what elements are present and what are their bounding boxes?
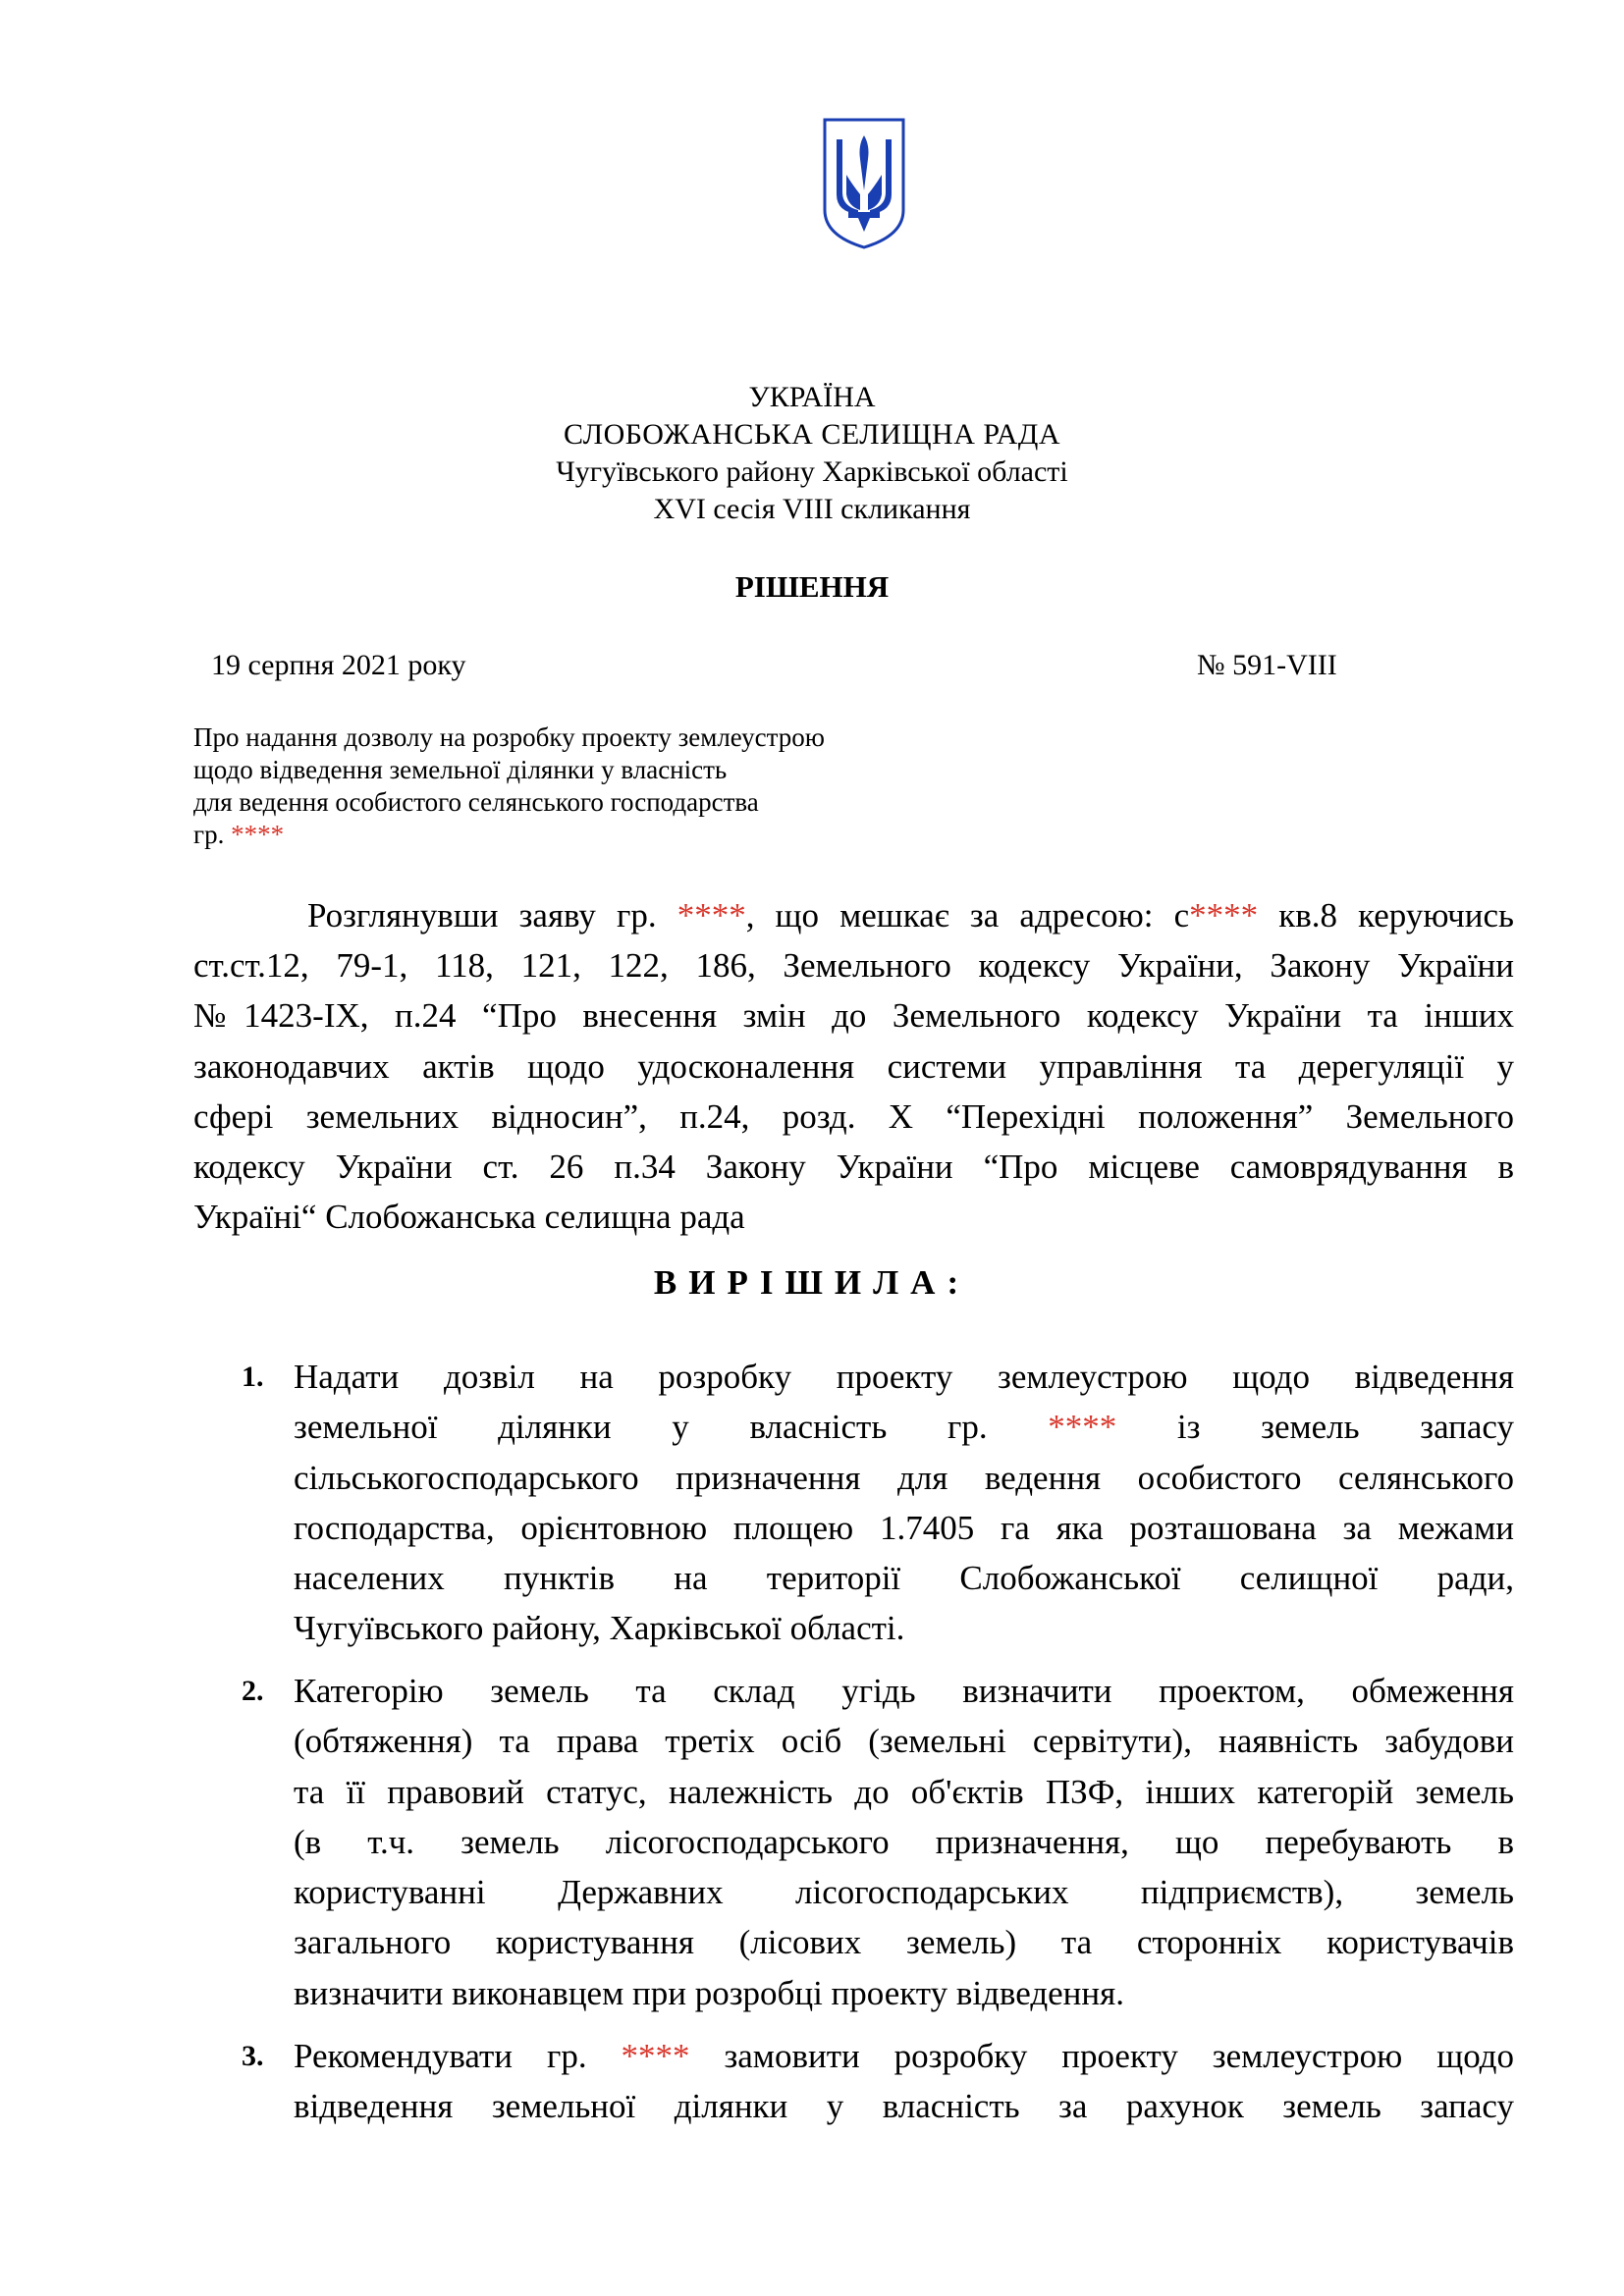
- item-line: відведення земельної ділянки у власність за рахунок земель запасу: [294, 2087, 1514, 2126]
- country-name: УКРАЇНА: [748, 381, 876, 413]
- item-line: господарства, орієнтовною площею 1.7405 га яка розташована за межами: [294, 1508, 1514, 1547]
- subject-line: щодо відведення земельної ділянки у власність: [193, 755, 728, 784]
- preamble-line: кодексу України ст. 26 п.34 Закону України “Про місцеве самоврядування в: [193, 1148, 1514, 1187]
- item-line: визначити виконавцем при розробці проекту відведення.: [294, 1973, 1124, 2012]
- item-text: замовити розробку проекту землеустрою щодо: [689, 2037, 1514, 2075]
- session-info: XVI сесія VIII скликання: [653, 493, 971, 525]
- subject-prefix: гр.: [193, 820, 232, 849]
- decided-heading: ВИРІШИЛА:: [653, 1263, 971, 1302]
- item-text: земельної ділянки у власність гр.: [294, 1408, 1049, 1447]
- item-line: загального користування (лісових земель) та сторонніх користувачів: [294, 1923, 1514, 1962]
- item-line: сільськогосподарського призначення для ведення особистого селянського: [294, 1458, 1514, 1497]
- item-number: 1.: [242, 1361, 264, 1393]
- item-number: 3.: [242, 2040, 264, 2072]
- item-number: 2.: [242, 1675, 264, 1707]
- trident-emblem-icon: [819, 116, 909, 251]
- item-line: населених пунктів на території Слобожанської селищної ради,: [294, 1559, 1514, 1598]
- decision-item: [242, 1352, 1514, 1654]
- district-name: Чугуївського району Харківської області: [556, 455, 1068, 488]
- preamble-line: №1423-IX, п.24 “Про внесення змін до Земельного кодексу України та інших: [193, 996, 1514, 1036]
- item-line: [294, 2031, 1514, 2081]
- item-line: Чугуївського району, Харківської області.: [294, 1609, 905, 1648]
- preamble: [193, 890, 1514, 1242]
- preamble-line: законодавчих актів щодо удосконалення системи управління та дерегуляції у: [193, 1046, 1514, 1086]
- preamble-line: ст.ст.12, 79-1, 118, 121, 122, 186, Земельного кодексу України, Закону України: [193, 946, 1514, 986]
- redacted-name: ****: [231, 820, 285, 849]
- preamble-text: кв.8 керуючись: [1258, 896, 1514, 934]
- redacted-name: ****: [1048, 1408, 1117, 1447]
- item-text: Рекомендувати гр.: [294, 2037, 622, 2075]
- preamble-line: сфері земельних відносин”, п.24, розд. X “Перехідні положення” Земельного: [193, 1096, 1514, 1136]
- item-line: користуванні Державних лісогосподарських підприємств), земель: [294, 1873, 1514, 1912]
- item-line: (обтяження) та права третіх осіб (земельні сервітути), наявність забудови: [294, 1722, 1514, 1761]
- item-line: [294, 1402, 1514, 1452]
- preamble-text: , що мешкає за адресою: с: [745, 896, 1190, 934]
- document-type: РІШЕННЯ: [734, 569, 890, 604]
- redacted-address: ****: [1189, 896, 1259, 934]
- document-date: 19 серпня 2021 року: [211, 649, 466, 681]
- subject-line: для ведення особистого селянського господарства: [193, 787, 759, 817]
- subject-line: [193, 819, 825, 851]
- item-line: Категорію земель та склад угідь визначити проектом, обмеження: [294, 1672, 1514, 1710]
- item-line: (в т.ч. земель лісогосподарського призначення, що перебувають в: [294, 1822, 1514, 1861]
- item-line: та її правовий статус, належність до об'єктів ПЗФ, інших категорій земель: [294, 1772, 1514, 1811]
- council-name: СЛОБОЖАНСЬКА СЕЛИЩНА РАДА: [563, 418, 1061, 451]
- preamble-line: Україні“ Слобожанська селищна рада: [193, 1198, 745, 1237]
- decision-item: [242, 2031, 1514, 2132]
- item-line: Надати дозвіл на розробку проекту землеустрою щодо відведення: [294, 1358, 1514, 1396]
- item-text: із земель запасу: [1116, 1408, 1514, 1447]
- preamble-line: [193, 890, 1514, 940]
- preamble-text: Розглянувши заяву гр.: [307, 896, 677, 934]
- subject-line: Про надання дозволу на розробку проекту землеустрою: [193, 722, 825, 752]
- redacted-name: ****: [621, 2037, 690, 2075]
- document-number: № 591-VIII: [1197, 649, 1337, 681]
- decision-item: [242, 1666, 1514, 2018]
- redacted-name: ****: [677, 896, 746, 934]
- decision-subject: [193, 721, 825, 851]
